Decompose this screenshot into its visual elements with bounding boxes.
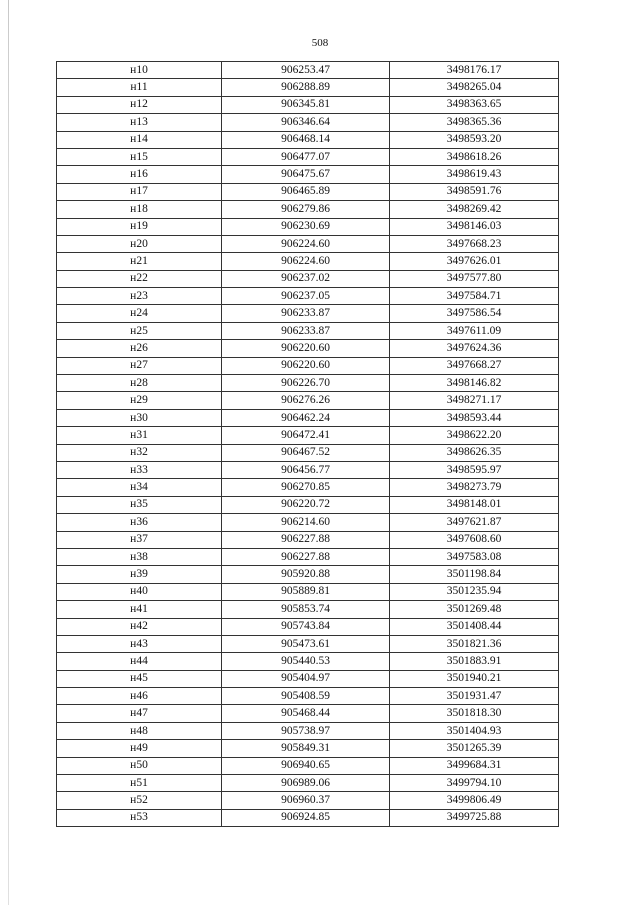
y-coordinate-cell: 3498146.82 <box>390 375 559 392</box>
table-row <box>57 357 559 374</box>
point-id-cell: н33 <box>57 461 222 478</box>
table-row <box>57 114 559 131</box>
table-row <box>57 688 559 705</box>
point-id-cell: н23 <box>57 288 222 305</box>
point-id-cell: н21 <box>57 253 222 270</box>
table-row <box>57 375 559 392</box>
x-coordinate-cell: 906468.14 <box>222 131 390 148</box>
point-id-cell: н47 <box>57 705 222 722</box>
point-id-cell: н45 <box>57 670 222 687</box>
y-coordinate-cell: 3501269.48 <box>390 601 559 618</box>
table-row <box>57 270 559 287</box>
x-coordinate-cell: 906253.47 <box>222 62 390 79</box>
x-coordinate-cell: 905404.97 <box>222 670 390 687</box>
y-coordinate-cell: 3497626.01 <box>390 253 559 270</box>
y-coordinate-cell: 3497668.27 <box>390 357 559 374</box>
y-coordinate-cell: 3501818.30 <box>390 705 559 722</box>
y-coordinate-cell: 3498595.97 <box>390 461 559 478</box>
table-row <box>57 792 559 809</box>
x-coordinate-cell: 906467.52 <box>222 444 390 461</box>
y-coordinate-cell: 3499806.49 <box>390 792 559 809</box>
table-row <box>57 461 559 478</box>
y-coordinate-cell: 3498619.43 <box>390 166 559 183</box>
y-coordinate-cell: 3498365.36 <box>390 114 559 131</box>
y-coordinate-cell: 3501265.39 <box>390 740 559 757</box>
table-row <box>57 148 559 165</box>
y-coordinate-cell: 3498271.17 <box>390 392 559 409</box>
table-row <box>57 288 559 305</box>
point-id-cell: н12 <box>57 96 222 113</box>
table-row <box>57 705 559 722</box>
point-id-cell: н32 <box>57 444 222 461</box>
x-coordinate-cell: 905440.53 <box>222 653 390 670</box>
y-coordinate-cell: 3501931.47 <box>390 688 559 705</box>
table-row <box>57 322 559 339</box>
point-id-cell: н52 <box>57 792 222 809</box>
x-coordinate-cell: 906237.02 <box>222 270 390 287</box>
y-coordinate-cell: 3501404.93 <box>390 722 559 739</box>
table-row <box>57 479 559 496</box>
y-coordinate-cell: 3499725.88 <box>390 809 559 826</box>
point-id-cell: н10 <box>57 62 222 79</box>
table-row <box>57 740 559 757</box>
table-row <box>57 635 559 652</box>
x-coordinate-cell: 906465.89 <box>222 183 390 200</box>
table-row <box>57 340 559 357</box>
y-coordinate-cell: 3497611.09 <box>390 322 559 339</box>
y-coordinate-cell: 3501235.94 <box>390 583 559 600</box>
y-coordinate-cell: 3498593.44 <box>390 409 559 426</box>
x-coordinate-cell: 905738.97 <box>222 722 390 739</box>
point-id-cell: н34 <box>57 479 222 496</box>
table-row <box>57 427 559 444</box>
table-row <box>57 235 559 252</box>
x-coordinate-cell: 906220.60 <box>222 357 390 374</box>
table-row <box>57 809 559 826</box>
y-coordinate-cell: 3497586.54 <box>390 305 559 322</box>
point-id-cell: н29 <box>57 392 222 409</box>
x-coordinate-cell: 905889.81 <box>222 583 390 600</box>
x-coordinate-cell: 906346.64 <box>222 114 390 131</box>
x-coordinate-cell: 906233.87 <box>222 322 390 339</box>
y-coordinate-cell: 3498265.04 <box>390 79 559 96</box>
table-row <box>57 775 559 792</box>
x-coordinate-cell: 905743.84 <box>222 618 390 635</box>
x-coordinate-cell: 906288.89 <box>222 79 390 96</box>
x-coordinate-cell: 906224.60 <box>222 235 390 252</box>
table-row <box>57 183 559 200</box>
table-row <box>57 670 559 687</box>
x-coordinate-cell: 905408.59 <box>222 688 390 705</box>
x-coordinate-cell: 905853.74 <box>222 601 390 618</box>
point-id-cell: н40 <box>57 583 222 600</box>
x-coordinate-cell: 906226.70 <box>222 375 390 392</box>
table-row <box>57 757 559 774</box>
point-id-cell: н36 <box>57 514 222 531</box>
point-id-cell: н22 <box>57 270 222 287</box>
point-id-cell: н35 <box>57 496 222 513</box>
x-coordinate-cell: 906230.69 <box>222 218 390 235</box>
x-coordinate-cell: 906279.86 <box>222 201 390 218</box>
x-coordinate-cell: 906456.77 <box>222 461 390 478</box>
y-coordinate-cell: 3498618.26 <box>390 148 559 165</box>
coordinates-table <box>56 61 559 827</box>
point-id-cell: н31 <box>57 427 222 444</box>
x-coordinate-cell: 906227.88 <box>222 548 390 565</box>
y-coordinate-cell: 3497668.23 <box>390 235 559 252</box>
y-coordinate-cell: 3497584.71 <box>390 288 559 305</box>
point-id-cell: н42 <box>57 618 222 635</box>
y-coordinate-cell: 3498622.20 <box>390 427 559 444</box>
point-id-cell: н37 <box>57 531 222 548</box>
point-id-cell: н50 <box>57 757 222 774</box>
point-id-cell: н49 <box>57 740 222 757</box>
table-row <box>57 79 559 96</box>
x-coordinate-cell: 906220.72 <box>222 496 390 513</box>
x-coordinate-cell: 906224.60 <box>222 253 390 270</box>
page-number: 508 <box>311 37 329 49</box>
point-id-cell: н13 <box>57 114 222 131</box>
coordinates-table-body <box>57 62 559 827</box>
point-id-cell: н16 <box>57 166 222 183</box>
y-coordinate-cell: 3501883.91 <box>390 653 559 670</box>
table-row <box>57 548 559 565</box>
x-coordinate-cell: 906214.60 <box>222 514 390 531</box>
y-coordinate-cell: 3501408.44 <box>390 618 559 635</box>
point-id-cell: н38 <box>57 548 222 565</box>
x-coordinate-cell: 906472.41 <box>222 427 390 444</box>
table-row <box>57 131 559 148</box>
table-row <box>57 444 559 461</box>
table-row <box>57 601 559 618</box>
y-coordinate-cell: 3501198.84 <box>390 566 559 583</box>
table-row <box>57 583 559 600</box>
y-coordinate-cell: 3499684.31 <box>390 757 559 774</box>
table-row <box>57 166 559 183</box>
point-id-cell: н20 <box>57 235 222 252</box>
table-row <box>57 409 559 426</box>
scan-edge-line <box>8 0 9 905</box>
y-coordinate-cell: 3498269.42 <box>390 201 559 218</box>
point-id-cell: н51 <box>57 775 222 792</box>
y-coordinate-cell: 3498273.79 <box>390 479 559 496</box>
x-coordinate-cell: 906475.67 <box>222 166 390 183</box>
table-row <box>57 62 559 79</box>
table-row <box>57 305 559 322</box>
point-id-cell: н39 <box>57 566 222 583</box>
point-id-cell: н14 <box>57 131 222 148</box>
x-coordinate-cell: 905473.61 <box>222 635 390 652</box>
x-coordinate-cell: 905468.44 <box>222 705 390 722</box>
table-row <box>57 96 559 113</box>
table-row <box>57 531 559 548</box>
x-coordinate-cell: 906924.85 <box>222 809 390 826</box>
x-coordinate-cell: 906276.26 <box>222 392 390 409</box>
point-id-cell: н46 <box>57 688 222 705</box>
y-coordinate-cell: 3499794.10 <box>390 775 559 792</box>
x-coordinate-cell: 906940.65 <box>222 757 390 774</box>
y-coordinate-cell: 3498146.03 <box>390 218 559 235</box>
point-id-cell: н27 <box>57 357 222 374</box>
table-row <box>57 653 559 670</box>
table-row <box>57 392 559 409</box>
x-coordinate-cell: 906960.37 <box>222 792 390 809</box>
y-coordinate-cell: 3498626.35 <box>390 444 559 461</box>
point-id-cell: н28 <box>57 375 222 392</box>
point-id-cell: н48 <box>57 722 222 739</box>
y-coordinate-cell: 3498593.20 <box>390 131 559 148</box>
point-id-cell: н11 <box>57 79 222 96</box>
x-coordinate-cell: 906270.85 <box>222 479 390 496</box>
y-coordinate-cell: 3501821.36 <box>390 635 559 652</box>
table-row <box>57 514 559 531</box>
x-coordinate-cell: 906345.81 <box>222 96 390 113</box>
point-id-cell: н24 <box>57 305 222 322</box>
y-coordinate-cell: 3501940.21 <box>390 670 559 687</box>
table-row <box>57 218 559 235</box>
point-id-cell: н18 <box>57 201 222 218</box>
table-row <box>57 253 559 270</box>
x-coordinate-cell: 906237.05 <box>222 288 390 305</box>
x-coordinate-cell: 906462.24 <box>222 409 390 426</box>
x-coordinate-cell: 906227.88 <box>222 531 390 548</box>
x-coordinate-cell: 906233.87 <box>222 305 390 322</box>
table-row <box>57 496 559 513</box>
x-coordinate-cell: 906477.07 <box>222 148 390 165</box>
point-id-cell: н26 <box>57 340 222 357</box>
y-coordinate-cell: 3497583.08 <box>390 548 559 565</box>
point-id-cell: н53 <box>57 809 222 826</box>
y-coordinate-cell: 3498148.01 <box>390 496 559 513</box>
table-row <box>57 722 559 739</box>
table-row <box>57 618 559 635</box>
y-coordinate-cell: 3498591.76 <box>390 183 559 200</box>
point-id-cell: н43 <box>57 635 222 652</box>
point-id-cell: н19 <box>57 218 222 235</box>
point-id-cell: н41 <box>57 601 222 618</box>
y-coordinate-cell: 3497621.87 <box>390 514 559 531</box>
table-row <box>57 566 559 583</box>
y-coordinate-cell: 3497624.36 <box>390 340 559 357</box>
y-coordinate-cell: 3498363.65 <box>390 96 559 113</box>
x-coordinate-cell: 906220.60 <box>222 340 390 357</box>
point-id-cell: н44 <box>57 653 222 670</box>
point-id-cell: н17 <box>57 183 222 200</box>
y-coordinate-cell: 3497577.80 <box>390 270 559 287</box>
table-row <box>57 201 559 218</box>
y-coordinate-cell: 3497608.60 <box>390 531 559 548</box>
x-coordinate-cell: 905920.88 <box>222 566 390 583</box>
x-coordinate-cell: 905849.31 <box>222 740 390 757</box>
point-id-cell: н15 <box>57 148 222 165</box>
y-coordinate-cell: 3498176.17 <box>390 62 559 79</box>
x-coordinate-cell: 906989.06 <box>222 775 390 792</box>
point-id-cell: н25 <box>57 322 222 339</box>
point-id-cell: н30 <box>57 409 222 426</box>
